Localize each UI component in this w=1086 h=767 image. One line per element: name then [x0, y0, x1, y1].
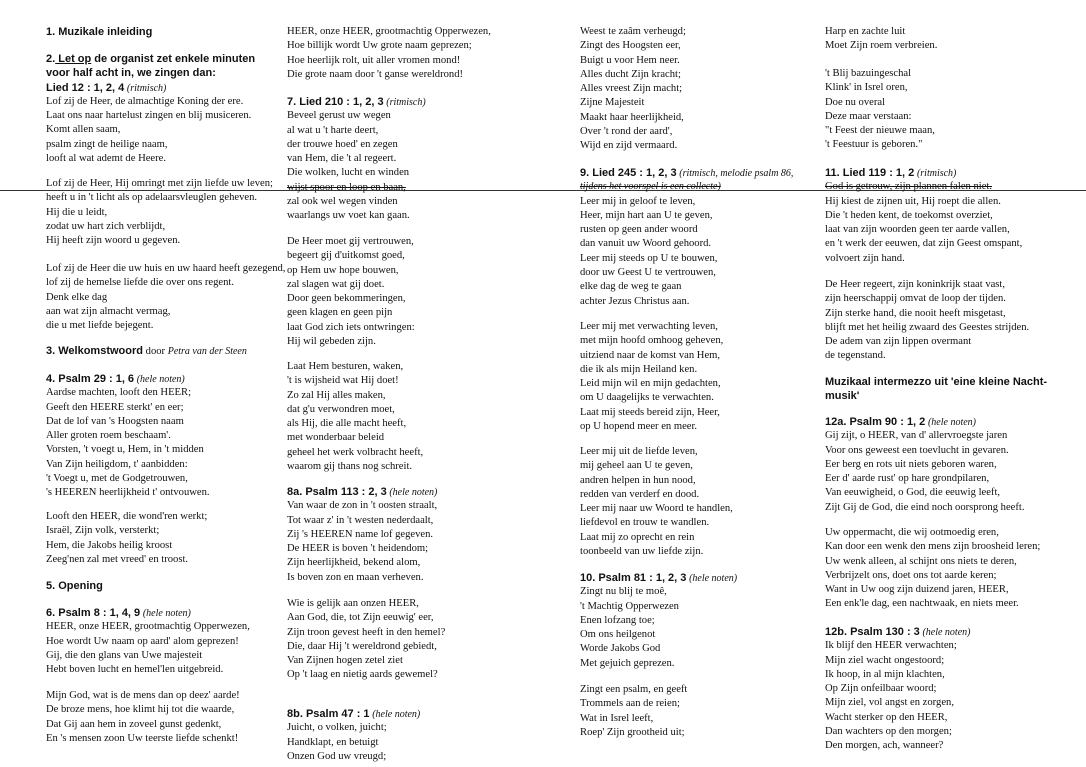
verse-line: Hij die u leidt,	[46, 206, 108, 218]
verse-line: Ik blijf den HEER verwachten;	[825, 640, 957, 652]
item-12b	[825, 625, 970, 754]
verse-line: Weest te zaâm verheugd;	[580, 26, 686, 37]
song-ref: 9. Lied 245 : 1, 2, 3	[580, 167, 677, 179]
verse-line: psalm zingt de heilige naam,	[46, 138, 168, 150]
verse-line: 's HEEREN heerlijkheid t' ontvouwen.	[46, 487, 210, 499]
song-note: (hele noten)	[372, 709, 421, 720]
verse-line: Wat in Isrel leeft,	[580, 712, 654, 724]
verse-line: Tot waar z' in 't westen nederdaalt,	[287, 514, 434, 526]
heading: 3. Welkomstwoord	[46, 345, 143, 357]
verse-line: Zingt een psalm, en geeft	[580, 684, 688, 695]
verse-line: Leid mijn wil en mijn gedachten,	[580, 378, 721, 390]
verse	[287, 25, 491, 82]
verse-line: Wacht sterker op den HEER,	[825, 711, 948, 723]
verse-line: Laat ons naar hartelust zingen en blij musiceren.	[46, 110, 252, 122]
verse-line: Eer berg en rots uit niets geboren waren,	[825, 458, 997, 470]
verse-line: Zingt nu blij te moê,	[580, 586, 667, 598]
verse-line: Aan God, die, tot Zijn eeuwig' eer,	[287, 612, 434, 624]
verse-line: Leer mij steeds op U te bouwen,	[580, 252, 718, 264]
verse-line: Uw oppermacht, die wij ootmoedig eren,	[825, 527, 999, 538]
verse-line: Voor ons geweest een toevlucht in gevaren.	[825, 444, 1009, 456]
verse-line: waarlangs uw voet kan gaan.	[287, 210, 410, 222]
item-5	[46, 579, 103, 593]
song-note: (hele noten)	[922, 627, 971, 638]
song-note: tijdens het voorspel is een collecte)	[580, 181, 721, 193]
verse-line: Den morgen, ach, wanneer?	[825, 740, 944, 752]
verse-line: begeert gij d'uitkomst goed,	[287, 250, 405, 262]
item-1	[46, 25, 152, 39]
verse-line: Zijne Majesteit	[580, 97, 645, 109]
verse-line: met mijn hoofd omhoog geheven,	[580, 335, 724, 347]
verse-line: uitziend naar de komst van Hem,	[580, 349, 721, 361]
verse-line: Harp en zachte luit	[825, 26, 906, 37]
verse-line: Heer, mijn hart aan U te geven,	[580, 209, 713, 221]
song-ref: 8b. Psalm 47 : 1	[287, 708, 370, 720]
verse-line: blijft met het heilig zwaard des Geestes strijden.	[825, 321, 1030, 333]
verse-line: Dat Gij aan hem in zoveel gunst gedenkt,	[46, 718, 222, 730]
verse-line: Denk elke dag	[46, 291, 108, 303]
heading-line: musik'	[825, 390, 860, 403]
verse-line: Zijn heerlijkheid, bekend alom,	[287, 557, 421, 569]
verse-line: Van eeuwigheid, o God, die eeuwig leeft,	[825, 487, 1001, 499]
verse-line: toonbeeld van uw liefde zijn.	[580, 546, 704, 558]
verse-line: Verbrijzelt ons, doet ons tot aarde keren;	[825, 569, 997, 581]
verse-line: "t Feest der nieuwe maan,	[825, 125, 935, 137]
verse-line: Geeft den HEERE sterkt' en eer;	[46, 401, 184, 413]
heading-line: voor half acht in, we zingen dan:	[46, 67, 216, 80]
verse-line: Laat mij steeds bereid zijn, Heer,	[580, 406, 720, 418]
verse-line: door uw Geest U te vertrouwen,	[580, 267, 716, 279]
verse-line: Zijt Gij de God, die eind noch oorsprong heeft.	[825, 501, 1025, 513]
verse-line: Uw wenk alleen, al schijnt ons niets te deren,	[825, 555, 1017, 567]
verse	[46, 689, 240, 746]
heading: Muzikaal intermezzo uit 'eine kleine Nacht-	[825, 376, 1048, 388]
verse-line: Deze maar verstaan:	[825, 110, 912, 122]
verse-line: Worde Jakobs God	[580, 643, 661, 655]
item-10	[580, 571, 737, 671]
verse-line: Die grote naam door 't ganse wereldrond!	[287, 68, 464, 80]
verse-line: God is getrouw, zijn plannen falen niet.	[825, 181, 993, 193]
verse-line: HEER, onze HEER, grootmachtig Opperwezen,	[46, 621, 250, 633]
verse-line: zodat uw hart zich verblijdt,	[46, 220, 166, 232]
verse-line: Hebt boven lucht en hemel'len uitgebreid.	[46, 664, 224, 676]
verse-line: Doe nu overal	[825, 96, 886, 108]
verse-line: Die wolken, lucht en winden	[287, 167, 410, 179]
verse-line: Met gejuich geprezen.	[580, 657, 675, 669]
verse-line: aan wat zijn almacht vermag,	[46, 305, 171, 317]
verse	[46, 262, 285, 333]
verse-line: laat van zijn woorden geen ter aarde vallen,	[825, 224, 1010, 236]
verse	[580, 320, 723, 434]
verse-line: volvoert zijn hand.	[825, 252, 905, 264]
verse-line: Om ons heilgenot	[580, 629, 656, 641]
song-note: (hele noten)	[927, 417, 976, 428]
song-ref: 7. Lied 210 : 1, 2, 3	[287, 96, 384, 108]
verse-line: al wat u 't harte deert,	[287, 124, 379, 136]
song-ref: 12a. Psalm 90 : 1, 2	[825, 416, 926, 428]
verse-line: Hij heeft zijn woord u gegeven.	[46, 235, 181, 247]
verse-line: Wijd en zijd vermaard.	[580, 140, 678, 152]
song-ref: Lied 12 : 1, 2, 4	[46, 81, 125, 94]
song-ref: 10. Psalm 81 : 1, 2, 3	[580, 572, 687, 584]
verse-line: Dan wachters op den morgen;	[825, 726, 952, 738]
verse-line: Beveel gerust uw wegen	[287, 110, 391, 122]
verse-line: Zijn sterke hand, die nooit heeft misgetast,	[825, 307, 1006, 319]
verse-line: Zij 's HEEREN name lof gegeven.	[287, 528, 434, 540]
verse	[580, 25, 686, 154]
verse-line: Looft den HEER, die wond'ren werkt;	[46, 511, 208, 522]
verse-line: elke dag de weg te gaan	[580, 281, 682, 293]
verse-line: wijst spoor en loop en baan,	[287, 181, 406, 193]
verse-line: op Hem uw hope bouwen,	[287, 264, 399, 276]
verse-line: als Hij, die alle macht heeft,	[287, 418, 407, 430]
verse-line: Kan door een wenk den mens zijn broosheid leren;	[825, 541, 1041, 553]
by-label: door	[145, 346, 166, 357]
verse	[825, 526, 1040, 612]
verse	[287, 360, 423, 474]
verse-line: Van Zijn heiligdom, t' aanbidden:	[46, 458, 188, 470]
verse	[825, 25, 937, 54]
verse-line: Hij kiest de zijnen uit, Hij roept die allen.	[825, 195, 1001, 207]
verse-line: HEER, onze HEER, grootmachtig Opperwezen,	[287, 26, 491, 37]
song-ref: 12b. Psalm 130 : 3	[825, 626, 920, 638]
verse-line: dan vanuit uw Woord gehoord.	[580, 238, 712, 250]
verse-line: Gij, die den glans van Uwe majesteit	[46, 649, 203, 661]
verse-line: heeft u in 't licht als op adelaarsvleuglen geheven.	[46, 192, 258, 204]
verse-line: Trommels aan de reien;	[580, 698, 680, 710]
verse-line: Van waar de zon in 't oosten straalt,	[287, 500, 438, 512]
verse-line: Een enk'le dag, een nachtwaak, en niets meer.	[825, 598, 1019, 610]
verse-line: Aardse machten, looft den HEER;	[46, 387, 192, 399]
verse-line: Die, daar Hij 't wereldrond gebiedt,	[287, 640, 437, 652]
verse-line: Is boven zon en maan verheven.	[287, 571, 424, 583]
verse-line: Mijn God, wat is de mens dan op deez' aarde!	[46, 690, 240, 701]
verse-line: Zingt des Hoogsten eer,	[580, 40, 681, 52]
verse	[825, 67, 935, 153]
verse-line: achter Jezus Christus aan.	[580, 295, 690, 307]
verse-line: Leer mij naar uw Woord te handlen,	[580, 503, 733, 515]
verse-line: Roep' Zijn grootheid uit;	[580, 726, 685, 738]
verse-line: Komt allen saam,	[46, 124, 121, 136]
verse-line: de tegenstand.	[825, 350, 886, 362]
verse-line: Mijn ziel, vol angst en zorgen,	[825, 697, 954, 709]
verse-line: Hoe wordt Uw naam op aard' alom geprezen!	[46, 635, 239, 647]
verse-line: geheel het werk volbracht heeft,	[287, 446, 424, 458]
song-ref: 6. Psalm 8 : 1, 4, 9	[46, 607, 141, 619]
heading: 1. Muzikale inleiding	[46, 26, 153, 38]
verse-line: Lof zij de Heer, Hij omringt met zijn liefde uw leven;	[46, 178, 273, 189]
verse-line: 't Blij bazuingeschal	[825, 68, 912, 79]
verse	[825, 278, 1029, 364]
verse-line: om U daagelijks te verwachten.	[580, 392, 714, 404]
verse-line: En 's mensen zoon Uw teerste liefde schenkt!	[46, 732, 239, 744]
verse-line: Buigt u voor Hem neer.	[580, 54, 680, 66]
verse-line: Israël, Zijn volk, versterkt;	[46, 525, 160, 537]
item-6	[46, 606, 250, 677]
item-12a	[825, 415, 1024, 515]
verse-line: Onzen God uw vreugd;	[287, 750, 387, 762]
verse-line: De HEER is boven 't heidendom;	[287, 543, 429, 555]
verse-line: Alles ducht Zijn kracht;	[580, 68, 681, 80]
verse	[287, 597, 445, 683]
verse	[580, 445, 733, 559]
song-note: (hele noten)	[389, 487, 438, 498]
verse-line: Laat Hem besturen, waken,	[287, 361, 404, 372]
verse-line: die ik als mijn Heiland ken.	[580, 363, 698, 375]
song-ref: 8a. Psalm 113 : 2, 3	[287, 486, 387, 498]
verse-line: Dat de lof van 's Hoogsten naam	[46, 415, 184, 427]
verse-line: Maakt haar heerlijkheid,	[580, 111, 684, 123]
verse-line: Hoe heerlijk rolt, uit aller vromen mond!	[287, 54, 461, 66]
verse-line: Zo zal Hij alles maken,	[287, 389, 386, 401]
verse-line: De Heer regeert, zijn koninkrijk staat vast,	[825, 279, 1006, 290]
verse-line: Handklapt, en betuigt	[287, 736, 379, 748]
song-note: (ritmisch)	[126, 82, 167, 94]
verse-line: Hoe billijk wordt Uw grote naam geprezen;	[287, 40, 472, 52]
verse	[46, 510, 207, 567]
verse-line: Juicht, o volken, juicht;	[287, 722, 387, 734]
verse-line: zal ook wel wegen vinden	[287, 196, 398, 208]
song-note: (ritmisch, melodie psalm 86,	[679, 168, 794, 179]
verse-line: De broze mens, hoe klimt hij tot die waarde,	[46, 704, 235, 716]
song-ref: 4. Psalm 29 : 1, 6	[46, 373, 135, 385]
verse-line: 't Voegt u, met de Godgetrouwen,	[46, 473, 188, 485]
verse-line: Vorsten, 't voegt u, Hem, in 't midden	[46, 444, 204, 456]
verse-line: De Heer moet gij vertrouwen,	[287, 236, 414, 247]
song-note: (hele noten)	[136, 374, 185, 385]
verse-line: Lof zij de Heer die uw huis en uw haard heeft gezegend,	[46, 263, 286, 274]
verse-line: Leer mij met verwachting leven,	[580, 321, 718, 332]
verse-line: Op 't laag en nietig aards gewemel?	[287, 669, 438, 681]
verse-line: Mijn ziel wacht ongestoord;	[825, 654, 945, 666]
verse-line: zijn heerschappij omvat de loop der tijden.	[825, 293, 1006, 305]
item-3	[46, 344, 247, 358]
verse-line: geen klagen en geen pijn	[287, 307, 393, 319]
item-11	[825, 166, 1022, 266]
verse-line: Klink' in Isrel oren,	[825, 82, 908, 94]
song-note: (hele noten)	[689, 573, 738, 584]
verse-line: Alles vreest Zijn macht;	[580, 83, 683, 95]
verse-line: Laat mij zo oprecht en rein	[580, 531, 695, 543]
verse-line: Hij wil gebeden zijn.	[287, 336, 376, 348]
item-8b	[287, 707, 420, 764]
verse-line: rusten op geen ander woord	[580, 224, 698, 236]
verse-line: Over 't rond der aard',	[580, 126, 673, 138]
verse-line: Zeeg'nen zal met vreed' en troost.	[46, 553, 189, 565]
verse-line: Hem, die Jakobs heilig kroost	[46, 539, 173, 551]
verse-line: Gij zijt, o HEER, van d' allervroegste jaren	[825, 430, 1008, 442]
verse-line: mij geheel aan U te geven,	[580, 460, 693, 472]
song-note: (ritmisch)	[386, 97, 426, 108]
verse-line: en 't werk der eeuwen, dat zijn Geest omspant,	[825, 238, 1023, 250]
verse-line: Aller groten roem beschaam'.	[46, 430, 171, 442]
verse-line: laat God zich iets ontwringen:	[287, 321, 415, 333]
item-2	[46, 52, 255, 166]
verse-line: Leer mij in geloof te leven,	[580, 195, 696, 207]
heading: 5. Opening	[46, 580, 103, 592]
verse-line: liefdevol en trouw te wandlen.	[580, 517, 710, 529]
verse-line: Eer d' aarde rust' op hare grondpilaren,	[825, 473, 990, 485]
verse-line: andren helpen in hun nood,	[580, 474, 696, 486]
verse-line: redden van verderf en dood.	[580, 488, 700, 500]
verse-line: Die 't heden kent, de toekomst overziet,	[825, 209, 993, 221]
verse-line: die u met liefde bejegent.	[46, 320, 154, 332]
verse-line: Wie is gelijk aan onzen HEER,	[287, 598, 419, 609]
verse-line: Lof zij de Heer, de almachtige Koning der ere.	[46, 95, 244, 107]
song-note: (ritmisch)	[916, 168, 957, 179]
verse-line: looft al wat ademt de Heere.	[46, 153, 167, 165]
item-7	[287, 95, 426, 224]
verse-line: Ik hoop, in al mijn klachten,	[825, 668, 945, 680]
verse-line: waarom gij thans nog schreit.	[287, 461, 413, 473]
verse-line: 't Feestuur is geboren."	[825, 139, 923, 151]
item-4	[46, 372, 210, 501]
song-note: (hele noten)	[142, 608, 191, 619]
verse-line: Want in Uw oog zijn duizend jaren, HEER,	[825, 584, 1009, 596]
verse-line: Moet Zijn roem verbreien.	[825, 40, 938, 52]
verse-line: Enen lofzang toe;	[580, 614, 655, 626]
verse-line: 't Machtig Opperwezen	[580, 600, 679, 612]
verse-line: van Hem, die 't al regeert.	[287, 153, 397, 165]
verse-line: Op Zijn onfeilbaar woord;	[825, 683, 937, 695]
interlude	[825, 375, 1047, 404]
verse-line: Zijn troon gevest heeft in den hemel?	[287, 626, 446, 638]
verse	[287, 235, 415, 349]
verse	[46, 177, 273, 248]
verse-line: Door geen bekommeringen,	[287, 293, 406, 305]
verse-line: De adem van zijn lippen overmant	[825, 336, 972, 348]
verse-line: Van Zijnen hogen zetel ziet	[287, 655, 403, 667]
verse-line: Leer mij uit de liefde leven,	[580, 446, 698, 457]
verse-line: lof zij de hemelse liefde die over ons regent.	[46, 277, 234, 289]
verse-line: der trouwe hoed' en zegen	[287, 138, 398, 150]
item-8a	[287, 485, 437, 585]
heading: 2. Let op de organist zet enkele minuten	[46, 53, 256, 65]
verse-line: zal slagen wat gij doet.	[287, 278, 385, 290]
verse-line: op U hopend meer en meer.	[580, 421, 698, 433]
item-9	[580, 166, 793, 309]
verse	[580, 683, 687, 740]
verse-line: 't is wijsheid wat Hij doet!	[287, 375, 399, 387]
verse-line: met wonderbaar beleid	[287, 432, 385, 444]
verse-line: dat g'u verwondren moet,	[287, 403, 395, 415]
speaker-name: Petra van der Steen	[167, 346, 247, 357]
song-ref: 11. Lied 119 : 1, 2	[825, 167, 915, 179]
